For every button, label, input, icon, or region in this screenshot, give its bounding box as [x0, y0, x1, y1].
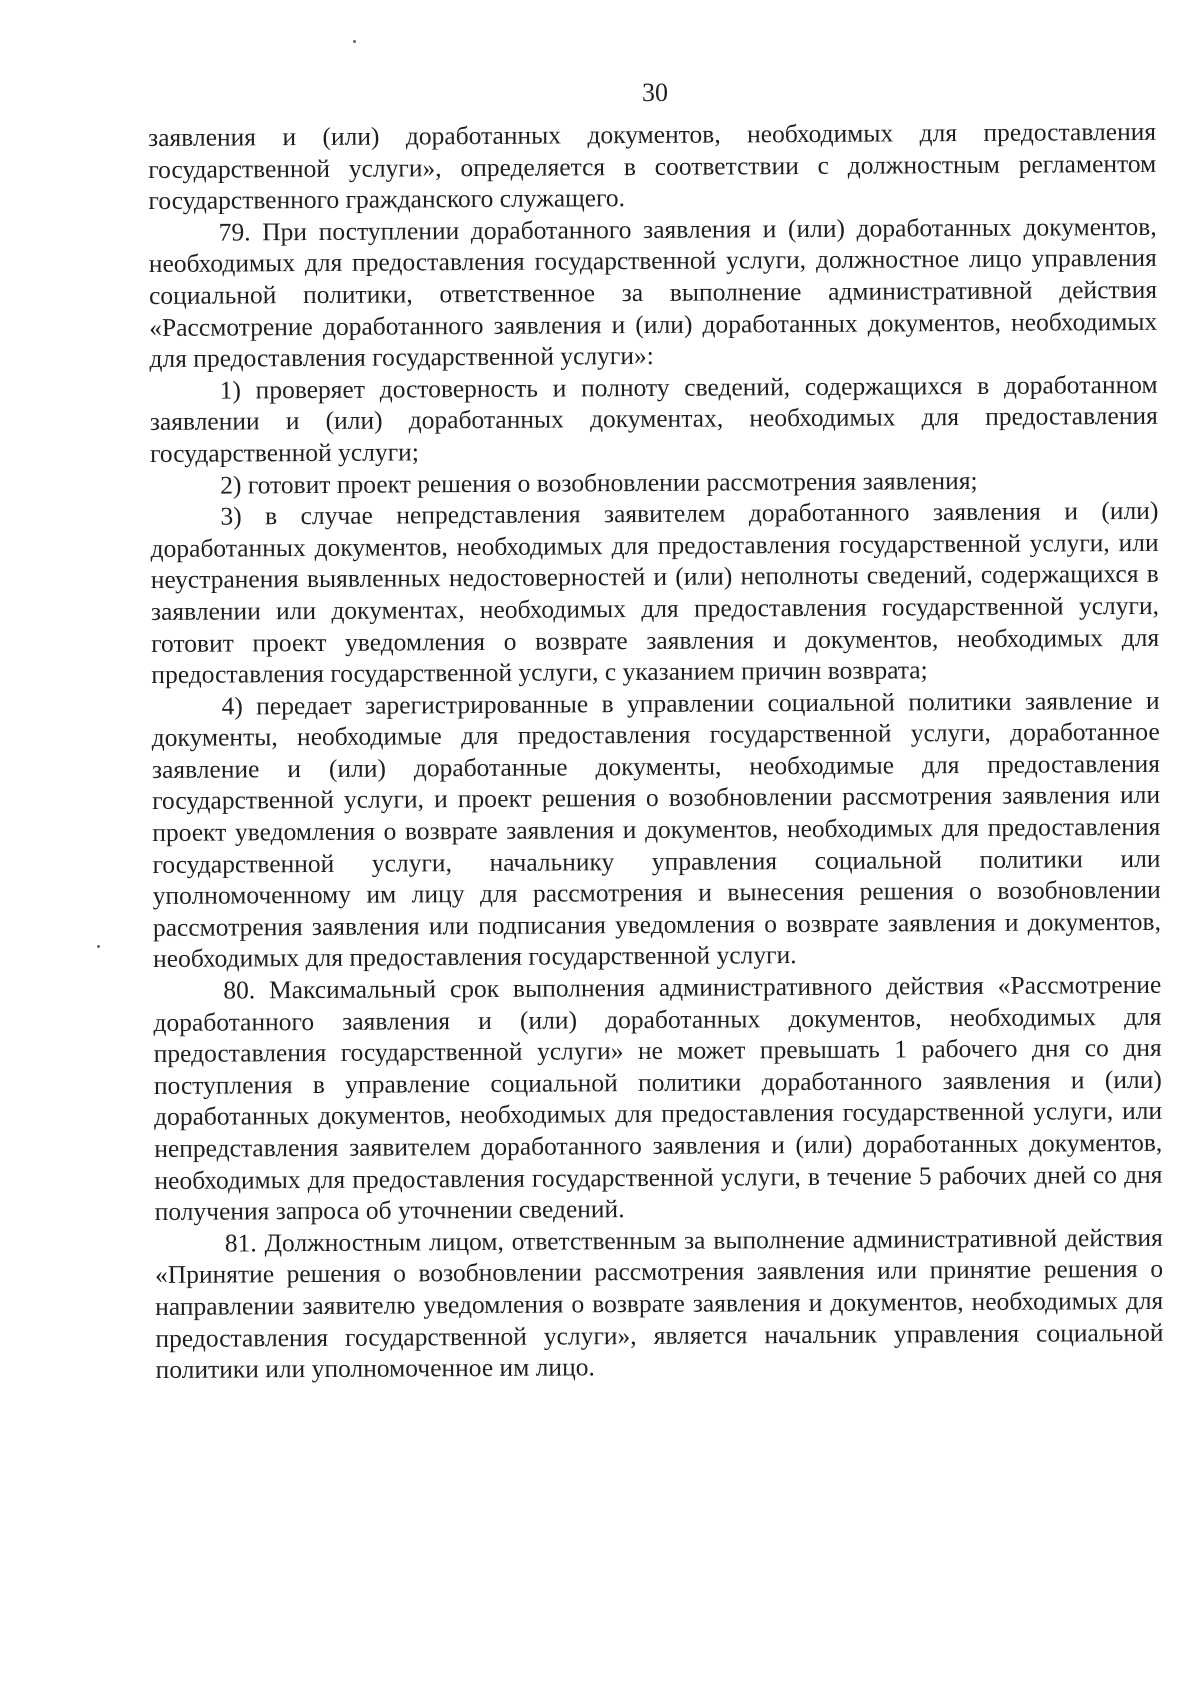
paragraph-subitem-3: 3) в случае непредставления заявителем доработанного заявления и (или) доработанных документов, необходимых для предоставления государственной услуги, или неустранения выявленных недостоверностей и (или) неполноты сведений, содержащихся в заявлении или документах, необходимых для предоставления государственной услуги, готовит проект уведомления о возврате заявления и документов, необходимых для предоставления государственной услуги, с указанием причин возврата;	[150, 495, 1160, 690]
paragraph-subitem-2: 2) готовит проект решения о возобновлении рассмотрения заявления;	[220, 465, 978, 500]
paragraph-item-81: 81. Должностным лицом, ответственным за выполнение административной действия «Принятие решения о возобновлении рассмотрения заявления или принятие решения о направлении заявителю уведомления о возврате заявления и документов, необходимых для предоставления государственной услуги», является начальник управления социальной политики или уполномоченное им лицо.	[154, 1222, 1164, 1385]
paragraph-subitem-4: 4) передает зарегистрированные в управлении социальной политики заявление и документы, необходимые для предоставления государственной услуги, доработанное заявление и (или) доработанные документы, необходимые для предоставления государственной услуги, и проект решения о возобновлении рассмотрения заявления или проект уведомления о возврате заявления и документов, необходимых для предоставления государственной услуги, начальнику управления социальной политики или уполномоченному им лицу для рассмотрения и вынесения решения о возобновлении рассмотрения заявления или подписания уведомления о возврате заявления и документов, необходимых для предоставления государственной услуги.	[151, 685, 1161, 974]
page-number: 30	[642, 78, 668, 107]
paragraph-subitem-1: 1) проверяет достоверность и полноту сведений, содержащихся в доработанном заявлении и (или) доработанных документах, необходимых для предоставления государственной услуги;	[149, 369, 1158, 468]
scan-speck	[97, 945, 100, 948]
paragraph-continuation: заявления и (или) доработанных документов, необходимых для предоставления государственной услуги», определяется в соответствии с должностным регламентом государственного гражданского служащего.	[148, 116, 1157, 216]
paragraph-item-79: 79. При поступлении доработанного заявления и (или) доработанных документов, необходимых для предоставления государственной услуги, должностное лицо управления социальной политики, ответственное за выполнение административной действия «Рассмотрение доработанного заявления и (или) доработанных документов, необходимых для предоставления государственной услуги»:	[148, 211, 1158, 374]
document-body	[148, 116, 1164, 1386]
scan-speck	[353, 40, 356, 43]
paragraph-item-80: 80. Максимальный срок выполнения административного действия «Рассмотрение доработанного заявления и (или) доработанных документов, необходимых для предоставления государственной услуги» не может превышать 1 рабочего дня со дня поступления в управление социальной политики доработанного заявления и (или) доработанных документов, необходимых для предоставления государственной услуги, или непредставления заявителем доработанного заявления и (или) доработанных документов, необходимых для предоставления государственной услуги, в течение 5 рабочих дней со дня получения запроса об уточнении сведений.	[153, 969, 1163, 1227]
